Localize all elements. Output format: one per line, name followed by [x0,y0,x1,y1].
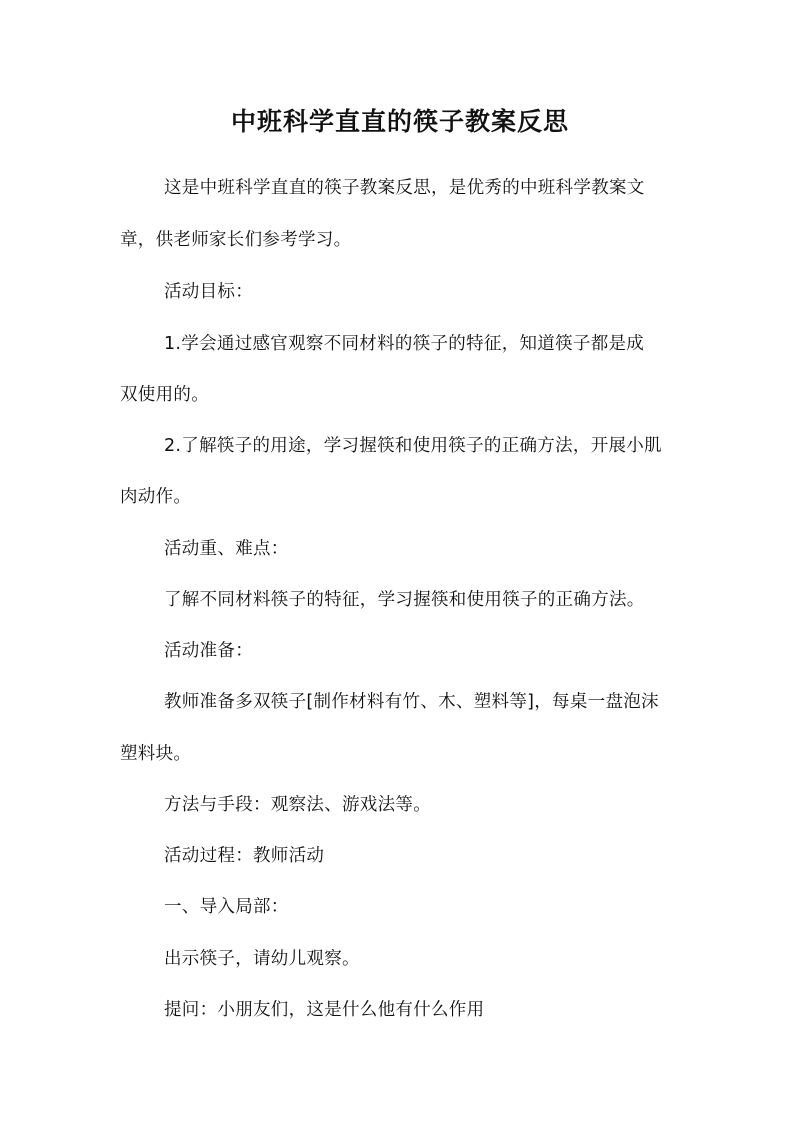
document-title: 中班科学直直的筷子教案反思 [230,107,569,136]
section-heading-preparation: 活动准备： [164,641,253,661]
paragraph-line-show-chopsticks: 出示筷子，请幼儿观察。 [164,949,360,969]
paragraph-line-intro-2: 章，供老师家长们参考学习。 [120,230,352,250]
paragraph-line-question: 提问：小朋友们，这是什么他有什么作用 [164,1000,485,1020]
paragraph-line-methods: 方法与手段：观察法、游戏法等。 [164,795,431,815]
paragraph-line-preparation-b: 塑料块。 [120,744,192,764]
paragraph-line-goal-1a: 1.学会通过感官观察不同材料的筷子的特征，知道筷子都是成 [164,334,645,354]
section-heading-process: 活动过程：教师活动 [164,846,325,866]
section-heading-goals: 活动目标： [164,282,253,302]
paragraph-line-goal-2a: 2.了解筷子的用途，学习握筷和使用筷子的正确方法，开展小肌 [164,436,662,456]
paragraph-line-preparation-a: 教师准备多双筷子[制作材料有竹、木、塑料等]，每桌一盘泡沫 [164,692,659,712]
section-heading-intro-part: 一、导入局部： [164,897,289,917]
paragraph-line-intro-1: 这是中班科学直直的筷子教案反思，是优秀的中班科学教案文 [164,178,645,198]
section-heading-key-points: 活动重、难点： [164,539,289,559]
paragraph-line-goal-1b: 双使用的。 [120,385,209,405]
paragraph-line-key-points: 了解不同材料筷子的特征，学习握筷和使用筷子的正确方法。 [164,590,645,610]
paragraph-line-goal-2b: 肉动作。 [120,487,192,507]
